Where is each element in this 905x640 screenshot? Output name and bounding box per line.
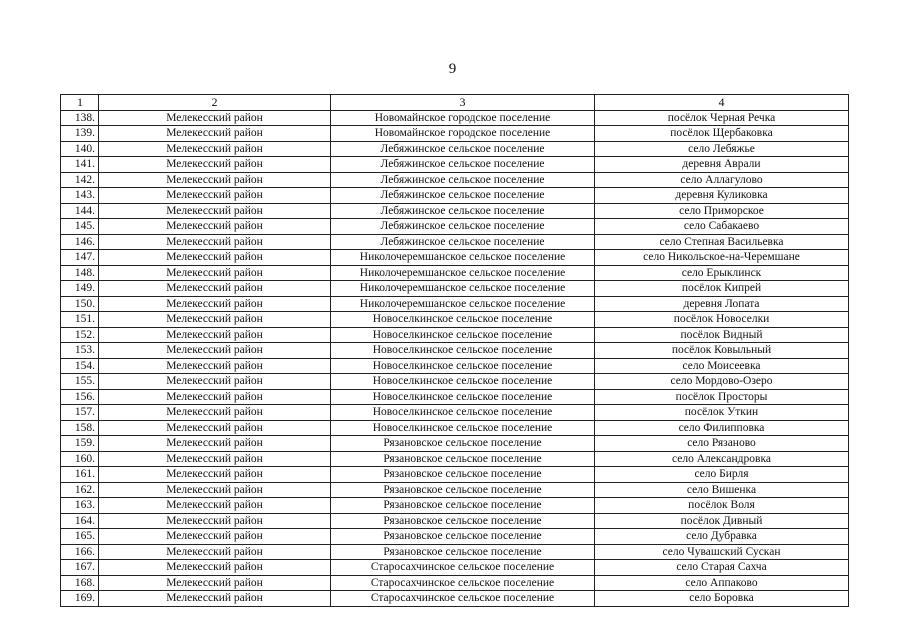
row-number-cell: 156.: [61, 389, 99, 405]
locality-cell: село Аллагулово: [595, 172, 849, 188]
locality-cell: деревня Аврали: [595, 157, 849, 173]
locality-cell: посёлок Дивный: [595, 513, 849, 529]
locality-cell: село Мордово-Озеро: [595, 374, 849, 390]
row-number-cell: 163.: [61, 498, 99, 514]
table-row: [61, 203, 849, 219]
district-cell: Мелекесский район: [99, 389, 331, 405]
settlement-cell: Рязановское сельское поселение: [331, 467, 595, 483]
settlement-cell: Старосахчинское сельское поселение: [331, 560, 595, 576]
settlement-cell: Лебяжинское сельское поселение: [331, 141, 595, 157]
table-row: [61, 188, 849, 204]
table-row: [61, 374, 849, 390]
settlement-cell: Рязановское сельское поселение: [331, 451, 595, 467]
district-cell: Мелекесский район: [99, 281, 331, 297]
table-row: [61, 343, 849, 359]
district-cell: Мелекесский район: [99, 544, 331, 560]
district-cell: Мелекесский район: [99, 451, 331, 467]
header-cell: 4: [595, 95, 849, 111]
locality-cell: деревня Лопата: [595, 296, 849, 312]
row-number-cell: 168.: [61, 575, 99, 591]
row-number-cell: 140.: [61, 141, 99, 157]
locality-cell: посёлок Ковыльный: [595, 343, 849, 359]
settlement-cell: Новоселкинское сельское поселение: [331, 312, 595, 328]
district-cell: Мелекесский район: [99, 560, 331, 576]
table-row: [61, 498, 849, 514]
settlement-cell: Новоселкинское сельское поселение: [331, 389, 595, 405]
row-number-cell: 152.: [61, 327, 99, 343]
settlement-cell: Николочеремшанское сельское поселение: [331, 250, 595, 266]
district-cell: Мелекесский район: [99, 250, 331, 266]
locality-cell: посёлок Черная Речка: [595, 110, 849, 126]
row-number-cell: 166.: [61, 544, 99, 560]
district-cell: Мелекесский район: [99, 467, 331, 483]
table-row: [61, 358, 849, 374]
row-number-cell: 145.: [61, 219, 99, 235]
header-cell: 3: [331, 95, 595, 111]
settlement-cell: Новомайнское городское поселение: [331, 110, 595, 126]
locality-cell: село Вишенка: [595, 482, 849, 498]
settlement-cell: Николочеремшанское сельское поселение: [331, 296, 595, 312]
locality-cell: село Бирля: [595, 467, 849, 483]
locality-cell: село Филипповка: [595, 420, 849, 436]
district-cell: Мелекесский район: [99, 327, 331, 343]
row-number-cell: 151.: [61, 312, 99, 328]
district-cell: Мелекесский район: [99, 343, 331, 359]
table-row: [61, 126, 849, 142]
settlement-cell: Старосахчинское сельское поселение: [331, 575, 595, 591]
locality-cell: посёлок Видный: [595, 327, 849, 343]
row-number-cell: 142.: [61, 172, 99, 188]
table-row: [61, 405, 849, 421]
row-number-cell: 154.: [61, 358, 99, 374]
district-cell: Мелекесский район: [99, 265, 331, 281]
district-cell: Мелекесский район: [99, 126, 331, 142]
locality-cell: село Рязаново: [595, 436, 849, 452]
table-row: [61, 172, 849, 188]
locality-cell: посёлок Кипрей: [595, 281, 849, 297]
row-number-cell: 148.: [61, 265, 99, 281]
row-number-cell: 157.: [61, 405, 99, 421]
row-number-cell: 165.: [61, 529, 99, 545]
row-number-cell: 161.: [61, 467, 99, 483]
district-cell: Мелекесский район: [99, 529, 331, 545]
locality-cell: посёлок Просторы: [595, 389, 849, 405]
table-row: [61, 575, 849, 591]
table-row: [61, 281, 849, 297]
locality-cell: село Моисеевка: [595, 358, 849, 374]
table-row: [61, 436, 849, 452]
row-number-cell: 143.: [61, 188, 99, 204]
table-row: [61, 529, 849, 545]
settlement-cell: Новоселкинское сельское поселение: [331, 358, 595, 374]
row-number-cell: 138.: [61, 110, 99, 126]
district-cell: Мелекесский район: [99, 405, 331, 421]
district-cell: Мелекесский район: [99, 110, 331, 126]
row-number-cell: 155.: [61, 374, 99, 390]
locality-cell: село Сабакаево: [595, 219, 849, 235]
settlement-cell: Лебяжинское сельское поселение: [331, 203, 595, 219]
district-cell: Мелекесский район: [99, 436, 331, 452]
settlement-cell: Рязановское сельское поселение: [331, 513, 595, 529]
locality-cell: село Александровка: [595, 451, 849, 467]
settlements-table: [60, 94, 849, 607]
table-row: [61, 312, 849, 328]
table-row: [61, 544, 849, 560]
row-number-cell: 153.: [61, 343, 99, 359]
settlement-cell: Николочеремшанское сельское поселение: [331, 265, 595, 281]
district-cell: Мелекесский район: [99, 219, 331, 235]
settlement-cell: Рязановское сельское поселение: [331, 436, 595, 452]
district-cell: Мелекесский район: [99, 513, 331, 529]
row-number-cell: 141.: [61, 157, 99, 173]
settlement-cell: Старосахчинское сельское поселение: [331, 591, 595, 607]
table-header-row: [61, 95, 849, 111]
settlement-cell: Новоселкинское сельское поселение: [331, 327, 595, 343]
locality-cell: село Степная Васильевка: [595, 234, 849, 250]
row-number-cell: 160.: [61, 451, 99, 467]
row-number-cell: 146.: [61, 234, 99, 250]
table-row: [61, 482, 849, 498]
row-number-cell: 169.: [61, 591, 99, 607]
row-number-cell: 139.: [61, 126, 99, 142]
table-row: [61, 420, 849, 436]
table-row: [61, 467, 849, 483]
settlement-cell: Рязановское сельское поселение: [331, 529, 595, 545]
district-cell: Мелекесский район: [99, 358, 331, 374]
locality-cell: село Аппаково: [595, 575, 849, 591]
row-number-cell: 167.: [61, 560, 99, 576]
district-cell: Мелекесский район: [99, 157, 331, 173]
row-number-cell: 147.: [61, 250, 99, 266]
row-number-cell: 164.: [61, 513, 99, 529]
settlement-cell: Лебяжинское сельское поселение: [331, 172, 595, 188]
district-cell: Мелекесский район: [99, 591, 331, 607]
table-row: [61, 296, 849, 312]
table-row: [61, 157, 849, 173]
district-cell: Мелекесский район: [99, 141, 331, 157]
district-cell: Мелекесский район: [99, 312, 331, 328]
settlement-cell: Лебяжинское сельское поселение: [331, 157, 595, 173]
locality-cell: село Старая Сахча: [595, 560, 849, 576]
district-cell: Мелекесский район: [99, 482, 331, 498]
settlement-cell: Рязановское сельское поселение: [331, 544, 595, 560]
table-row: [61, 265, 849, 281]
table-row: [61, 141, 849, 157]
district-cell: Мелекесский район: [99, 234, 331, 250]
row-number-cell: 150.: [61, 296, 99, 312]
table-row: [61, 591, 849, 607]
district-cell: Мелекесский район: [99, 374, 331, 390]
locality-cell: село Никольское-на-Черемшане: [595, 250, 849, 266]
locality-cell: село Приморское: [595, 203, 849, 219]
row-number-cell: 144.: [61, 203, 99, 219]
header-cell: 1: [61, 95, 99, 111]
table-row: [61, 110, 849, 126]
locality-cell: село Ерыклинск: [595, 265, 849, 281]
page-number: 9: [448, 61, 457, 77]
settlement-cell: Лебяжинское сельское поселение: [331, 234, 595, 250]
settlement-cell: Рязановское сельское поселение: [331, 482, 595, 498]
settlement-cell: Новоселкинское сельское поселение: [331, 343, 595, 359]
row-number-cell: 162.: [61, 482, 99, 498]
row-number-cell: 149.: [61, 281, 99, 297]
locality-cell: село Дубравка: [595, 529, 849, 545]
district-cell: Мелекесский район: [99, 188, 331, 204]
header-cell: 2: [99, 95, 331, 111]
district-cell: Мелекесский район: [99, 575, 331, 591]
table-row: [61, 513, 849, 529]
locality-cell: деревня Куликовка: [595, 188, 849, 204]
settlement-cell: Лебяжинское сельское поселение: [331, 219, 595, 235]
settlement-cell: Новоселкинское сельское поселение: [331, 405, 595, 421]
table-row: [61, 234, 849, 250]
district-cell: Мелекесский район: [99, 296, 331, 312]
locality-cell: село Боровка: [595, 591, 849, 607]
district-cell: Мелекесский район: [99, 203, 331, 219]
locality-cell: посёлок Новоселки: [595, 312, 849, 328]
table-row: [61, 250, 849, 266]
district-cell: Мелекесский район: [99, 498, 331, 514]
settlement-cell: Новоселкинское сельское поселение: [331, 374, 595, 390]
locality-cell: посёлок Щербаковка: [595, 126, 849, 142]
table-row: [61, 451, 849, 467]
locality-cell: село Чувашский Сускан: [595, 544, 849, 560]
settlement-cell: Лебяжинское сельское поселение: [331, 188, 595, 204]
settlement-cell: Николочеремшанское сельское поселение: [331, 281, 595, 297]
table-row: [61, 219, 849, 235]
locality-cell: село Лебяжье: [595, 141, 849, 157]
settlement-cell: Новомайнское городское поселение: [331, 126, 595, 142]
locality-cell: посёлок Уткин: [595, 405, 849, 421]
table-row: [61, 560, 849, 576]
settlement-cell: Новоселкинское сельское поселение: [331, 420, 595, 436]
settlement-cell: Рязановское сельское поселение: [331, 498, 595, 514]
table-row: [61, 389, 849, 405]
locality-cell: посёлок Воля: [595, 498, 849, 514]
district-cell: Мелекесский район: [99, 420, 331, 436]
row-number-cell: 159.: [61, 436, 99, 452]
table-row: [61, 327, 849, 343]
row-number-cell: 158.: [61, 420, 99, 436]
district-cell: Мелекесский район: [99, 172, 331, 188]
